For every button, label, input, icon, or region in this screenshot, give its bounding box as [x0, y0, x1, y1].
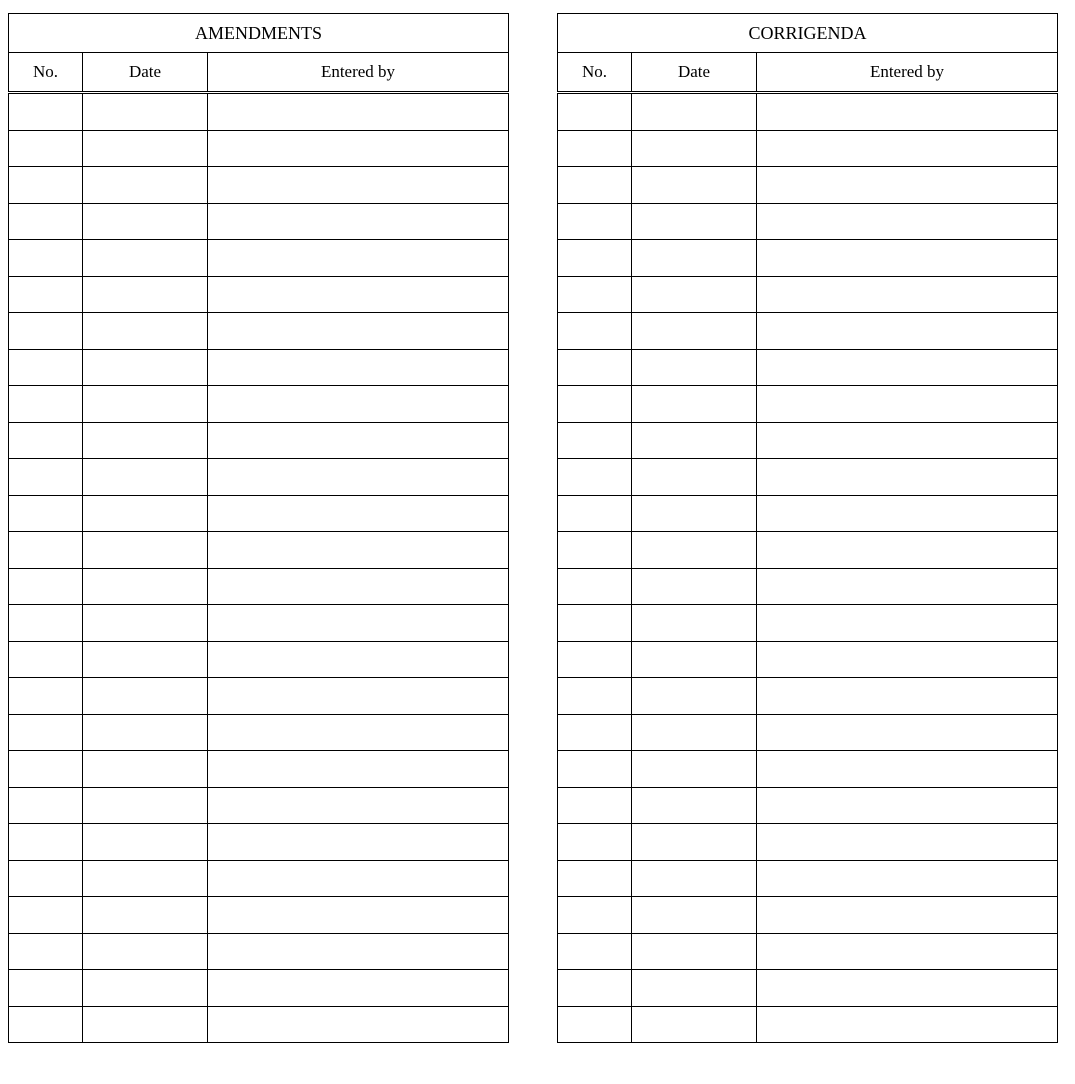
amendments-entered-by-cell: [208, 276, 509, 313]
corrigenda-row: [558, 203, 1058, 240]
corrigenda-row: [558, 495, 1058, 532]
amendments-entered-by-cell: [208, 641, 509, 678]
amendments-entered-by-cell: [208, 824, 509, 861]
corrigenda-date-cell: [632, 714, 757, 751]
corrigenda-col-no: No.: [558, 53, 632, 93]
amendments-entered-by-cell: [208, 933, 509, 970]
corrigenda-entered-by-cell: [757, 1006, 1058, 1043]
amendments-no-cell: [9, 897, 83, 934]
corrigenda-entered-by-cell: [757, 167, 1058, 204]
amendments-row: [9, 933, 509, 970]
corrigenda-entered-by-cell: [757, 313, 1058, 350]
amendments-entered-by-cell: [208, 568, 509, 605]
corrigenda-no-cell: [558, 970, 632, 1007]
amendments-date-cell: [83, 276, 208, 313]
corrigenda-date-cell: [632, 824, 757, 861]
corrigenda-entered-by-cell: [757, 751, 1058, 788]
amendments-row: [9, 532, 509, 569]
amendments-row: [9, 568, 509, 605]
corrigenda-date-cell: [632, 1006, 757, 1043]
amendments-entered-by-cell: [208, 1006, 509, 1043]
amendments-entered-by-cell: [208, 970, 509, 1007]
corrigenda-row: [558, 714, 1058, 751]
amendments-row: [9, 349, 509, 386]
amendments-no-cell: [9, 678, 83, 715]
amendments-no-cell: [9, 824, 83, 861]
corrigenda-no-cell: [558, 605, 632, 642]
amendments-row: [9, 459, 509, 496]
amendments-entered-by-cell: [208, 93, 509, 131]
amendments-no-cell: [9, 532, 83, 569]
corrigenda-date-cell: [632, 240, 757, 277]
amendments-date-cell: [83, 459, 208, 496]
corrigenda-date-cell: [632, 93, 757, 131]
amendments-row: [9, 824, 509, 861]
corrigenda-entered-by-cell: [757, 532, 1058, 569]
amendments-date-cell: [83, 751, 208, 788]
corrigenda-row: [558, 313, 1058, 350]
corrigenda-date-cell: [632, 751, 757, 788]
corrigenda-no-cell: [558, 130, 632, 167]
amendments-entered-by-cell: [208, 532, 509, 569]
corrigenda-entered-by-cell: [757, 897, 1058, 934]
corrigenda-row: [558, 970, 1058, 1007]
corrigenda-no-cell: [558, 933, 632, 970]
amendments-col-entered-by: Entered by: [208, 53, 509, 93]
amendments-row: [9, 495, 509, 532]
corrigenda-no-cell: [558, 751, 632, 788]
corrigenda-no-cell: [558, 313, 632, 350]
corrigenda-entered-by-cell: [757, 824, 1058, 861]
corrigenda-date-cell: [632, 678, 757, 715]
corrigenda-date-cell: [632, 130, 757, 167]
amendments-date-cell: [83, 568, 208, 605]
corrigenda-date-cell: [632, 167, 757, 204]
amendments-entered-by-cell: [208, 751, 509, 788]
amendments-no-cell: [9, 1006, 83, 1043]
amendments-date-cell: [83, 495, 208, 532]
amendments-no-cell: [9, 933, 83, 970]
corrigenda-date-cell: [632, 276, 757, 313]
corrigenda-entered-by-cell: [757, 240, 1058, 277]
amendments-date-cell: [83, 860, 208, 897]
amendments-row: [9, 787, 509, 824]
corrigenda-date-cell: [632, 568, 757, 605]
corrigenda-date-cell: [632, 860, 757, 897]
corrigenda-entered-by-cell: [757, 422, 1058, 459]
amendments-entered-by-cell: [208, 787, 509, 824]
amendments-date-cell: [83, 532, 208, 569]
amendments-row: [9, 714, 509, 751]
amendments-title: AMENDMENTS: [9, 14, 509, 53]
corrigenda-no-cell: [558, 386, 632, 423]
amendments-col-date: Date: [83, 53, 208, 93]
amendments-row: [9, 422, 509, 459]
amendments-entered-by-cell: [208, 897, 509, 934]
amendments-date-cell: [83, 714, 208, 751]
corrigenda-row: [558, 751, 1058, 788]
amendments-date-cell: [83, 933, 208, 970]
amendments-entered-by-cell: [208, 130, 509, 167]
corrigenda-date-cell: [632, 933, 757, 970]
amendments-row: [9, 1006, 509, 1043]
amendments-no-cell: [9, 495, 83, 532]
corrigenda-row: [558, 167, 1058, 204]
corrigenda-entered-by-cell: [757, 714, 1058, 751]
amendments-entered-by-cell: [208, 422, 509, 459]
corrigenda-entered-by-cell: [757, 678, 1058, 715]
amendments-no-cell: [9, 313, 83, 350]
amendments-entered-by-cell: [208, 678, 509, 715]
corrigenda-date-cell: [632, 386, 757, 423]
amendments-entered-by-cell: [208, 386, 509, 423]
corrigenda-no-cell: [558, 568, 632, 605]
amendments-entered-by-cell: [208, 167, 509, 204]
corrigenda-row: [558, 933, 1058, 970]
amendments-entered-by-cell: [208, 860, 509, 897]
corrigenda-row: [558, 641, 1058, 678]
corrigenda-no-cell: [558, 459, 632, 496]
corrigenda-title: CORRIGENDA: [558, 14, 1058, 53]
corrigenda-row: [558, 1006, 1058, 1043]
corrigenda-entered-by-cell: [757, 130, 1058, 167]
corrigenda-no-cell: [558, 860, 632, 897]
corrigenda-no-cell: [558, 203, 632, 240]
amendments-no-cell: [9, 130, 83, 167]
amendments-row: [9, 167, 509, 204]
amendments-row: [9, 897, 509, 934]
amendments-date-cell: [83, 824, 208, 861]
amendments-body: [9, 93, 509, 1043]
corrigenda-no-cell: [558, 422, 632, 459]
corrigenda-date-cell: [632, 605, 757, 642]
corrigenda-row: [558, 568, 1058, 605]
corrigenda-no-cell: [558, 495, 632, 532]
amendments-entered-by-cell: [208, 605, 509, 642]
amendments-date-cell: [83, 678, 208, 715]
amendments-date-cell: [83, 641, 208, 678]
amendments-entered-by-cell: [208, 240, 509, 277]
corrigenda-entered-by-cell: [757, 276, 1058, 313]
amendments-no-cell: [9, 751, 83, 788]
amendments-row: [9, 386, 509, 423]
amendments-date-cell: [83, 897, 208, 934]
corrigenda-row: [558, 860, 1058, 897]
amendments-row: [9, 203, 509, 240]
corrigenda-row: [558, 349, 1058, 386]
amendments-no-cell: [9, 93, 83, 131]
amendments-no-cell: [9, 422, 83, 459]
corrigenda-no-cell: [558, 1006, 632, 1043]
corrigenda-row: [558, 130, 1058, 167]
amendments-date-cell: [83, 349, 208, 386]
amendments-row: [9, 678, 509, 715]
corrigenda-no-cell: [558, 93, 632, 131]
amendments-date-cell: [83, 386, 208, 423]
amendments-no-cell: [9, 787, 83, 824]
corrigenda-entered-by-cell: [757, 495, 1058, 532]
corrigenda-row: [558, 532, 1058, 569]
amendments-no-cell: [9, 970, 83, 1007]
corrigenda-entered-by-cell: [757, 459, 1058, 496]
corrigenda-date-cell: [632, 787, 757, 824]
corrigenda-row: [558, 422, 1058, 459]
amendments-row: [9, 751, 509, 788]
corrigenda-row: [558, 240, 1058, 277]
corrigenda-entered-by-cell: [757, 605, 1058, 642]
corrigenda-date-cell: [632, 641, 757, 678]
amendments-no-cell: [9, 276, 83, 313]
corrigenda-no-cell: [558, 240, 632, 277]
corrigenda-row: [558, 787, 1058, 824]
amendments-no-cell: [9, 167, 83, 204]
amendments-date-cell: [83, 605, 208, 642]
corrigenda-col-entered-by: Entered by: [757, 53, 1058, 93]
amendments-row: [9, 313, 509, 350]
amendments-row: [9, 130, 509, 167]
corrigenda-row: [558, 459, 1058, 496]
amendments-entered-by-cell: [208, 203, 509, 240]
corrigenda-entered-by-cell: [757, 568, 1058, 605]
amendments-no-cell: [9, 240, 83, 277]
amendments-row: [9, 605, 509, 642]
corrigenda-entered-by-cell: [757, 349, 1058, 386]
amendments-no-cell: [9, 386, 83, 423]
amendments-entered-by-cell: [208, 495, 509, 532]
amendments-table: [8, 13, 509, 1043]
corrigenda-row: [558, 824, 1058, 861]
corrigenda-row: [558, 678, 1058, 715]
amendments-date-cell: [83, 130, 208, 167]
corrigenda-date-cell: [632, 897, 757, 934]
amendments-entered-by-cell: [208, 313, 509, 350]
amendments-no-cell: [9, 860, 83, 897]
corrigenda-no-cell: [558, 532, 632, 569]
corrigenda-no-cell: [558, 678, 632, 715]
amendments-date-cell: [83, 167, 208, 204]
amendments-entered-by-cell: [208, 349, 509, 386]
amendments-no-cell: [9, 568, 83, 605]
corrigenda-row: [558, 897, 1058, 934]
corrigenda-date-cell: [632, 970, 757, 1007]
corrigenda-no-cell: [558, 349, 632, 386]
amendments-date-cell: [83, 93, 208, 131]
amendments-no-cell: [9, 714, 83, 751]
corrigenda-body: [558, 93, 1058, 1043]
amendments-date-cell: [83, 422, 208, 459]
corrigenda-date-cell: [632, 349, 757, 386]
amendments-row: [9, 93, 509, 131]
corrigenda-no-cell: [558, 824, 632, 861]
corrigenda-col-date: Date: [632, 53, 757, 93]
corrigenda-table: [557, 13, 1058, 1043]
corrigenda-entered-by-cell: [757, 641, 1058, 678]
amendments-row: [9, 641, 509, 678]
amendments-date-cell: [83, 203, 208, 240]
amendments-no-cell: [9, 605, 83, 642]
amendments-date-cell: [83, 240, 208, 277]
amendments-row: [9, 970, 509, 1007]
corrigenda-entered-by-cell: [757, 970, 1058, 1007]
corrigenda-no-cell: [558, 167, 632, 204]
corrigenda-no-cell: [558, 897, 632, 934]
corrigenda-row: [558, 276, 1058, 313]
corrigenda-entered-by-cell: [757, 787, 1058, 824]
amendments-entered-by-cell: [208, 459, 509, 496]
corrigenda-entered-by-cell: [757, 386, 1058, 423]
corrigenda-entered-by-cell: [757, 860, 1058, 897]
corrigenda-no-cell: [558, 714, 632, 751]
amendments-no-cell: [9, 349, 83, 386]
corrigenda-date-cell: [632, 203, 757, 240]
corrigenda-entered-by-cell: [757, 933, 1058, 970]
corrigenda-row: [558, 93, 1058, 131]
amendments-row: [9, 276, 509, 313]
amendments-row: [9, 240, 509, 277]
corrigenda-row: [558, 386, 1058, 423]
amendments-no-cell: [9, 459, 83, 496]
amendments-date-cell: [83, 787, 208, 824]
corrigenda-date-cell: [632, 532, 757, 569]
corrigenda-entered-by-cell: [757, 203, 1058, 240]
corrigenda-no-cell: [558, 641, 632, 678]
amendments-date-cell: [83, 1006, 208, 1043]
amendments-date-cell: [83, 970, 208, 1007]
amendments-date-cell: [83, 313, 208, 350]
amendments-no-cell: [9, 203, 83, 240]
corrigenda-row: [558, 605, 1058, 642]
corrigenda-entered-by-cell: [757, 93, 1058, 131]
corrigenda-date-cell: [632, 459, 757, 496]
amendments-no-cell: [9, 641, 83, 678]
corrigenda-date-cell: [632, 495, 757, 532]
amendments-entered-by-cell: [208, 714, 509, 751]
amendments-col-no: No.: [9, 53, 83, 93]
corrigenda-no-cell: [558, 787, 632, 824]
corrigenda-no-cell: [558, 276, 632, 313]
amendments-row: [9, 860, 509, 897]
corrigenda-date-cell: [632, 313, 757, 350]
corrigenda-date-cell: [632, 422, 757, 459]
